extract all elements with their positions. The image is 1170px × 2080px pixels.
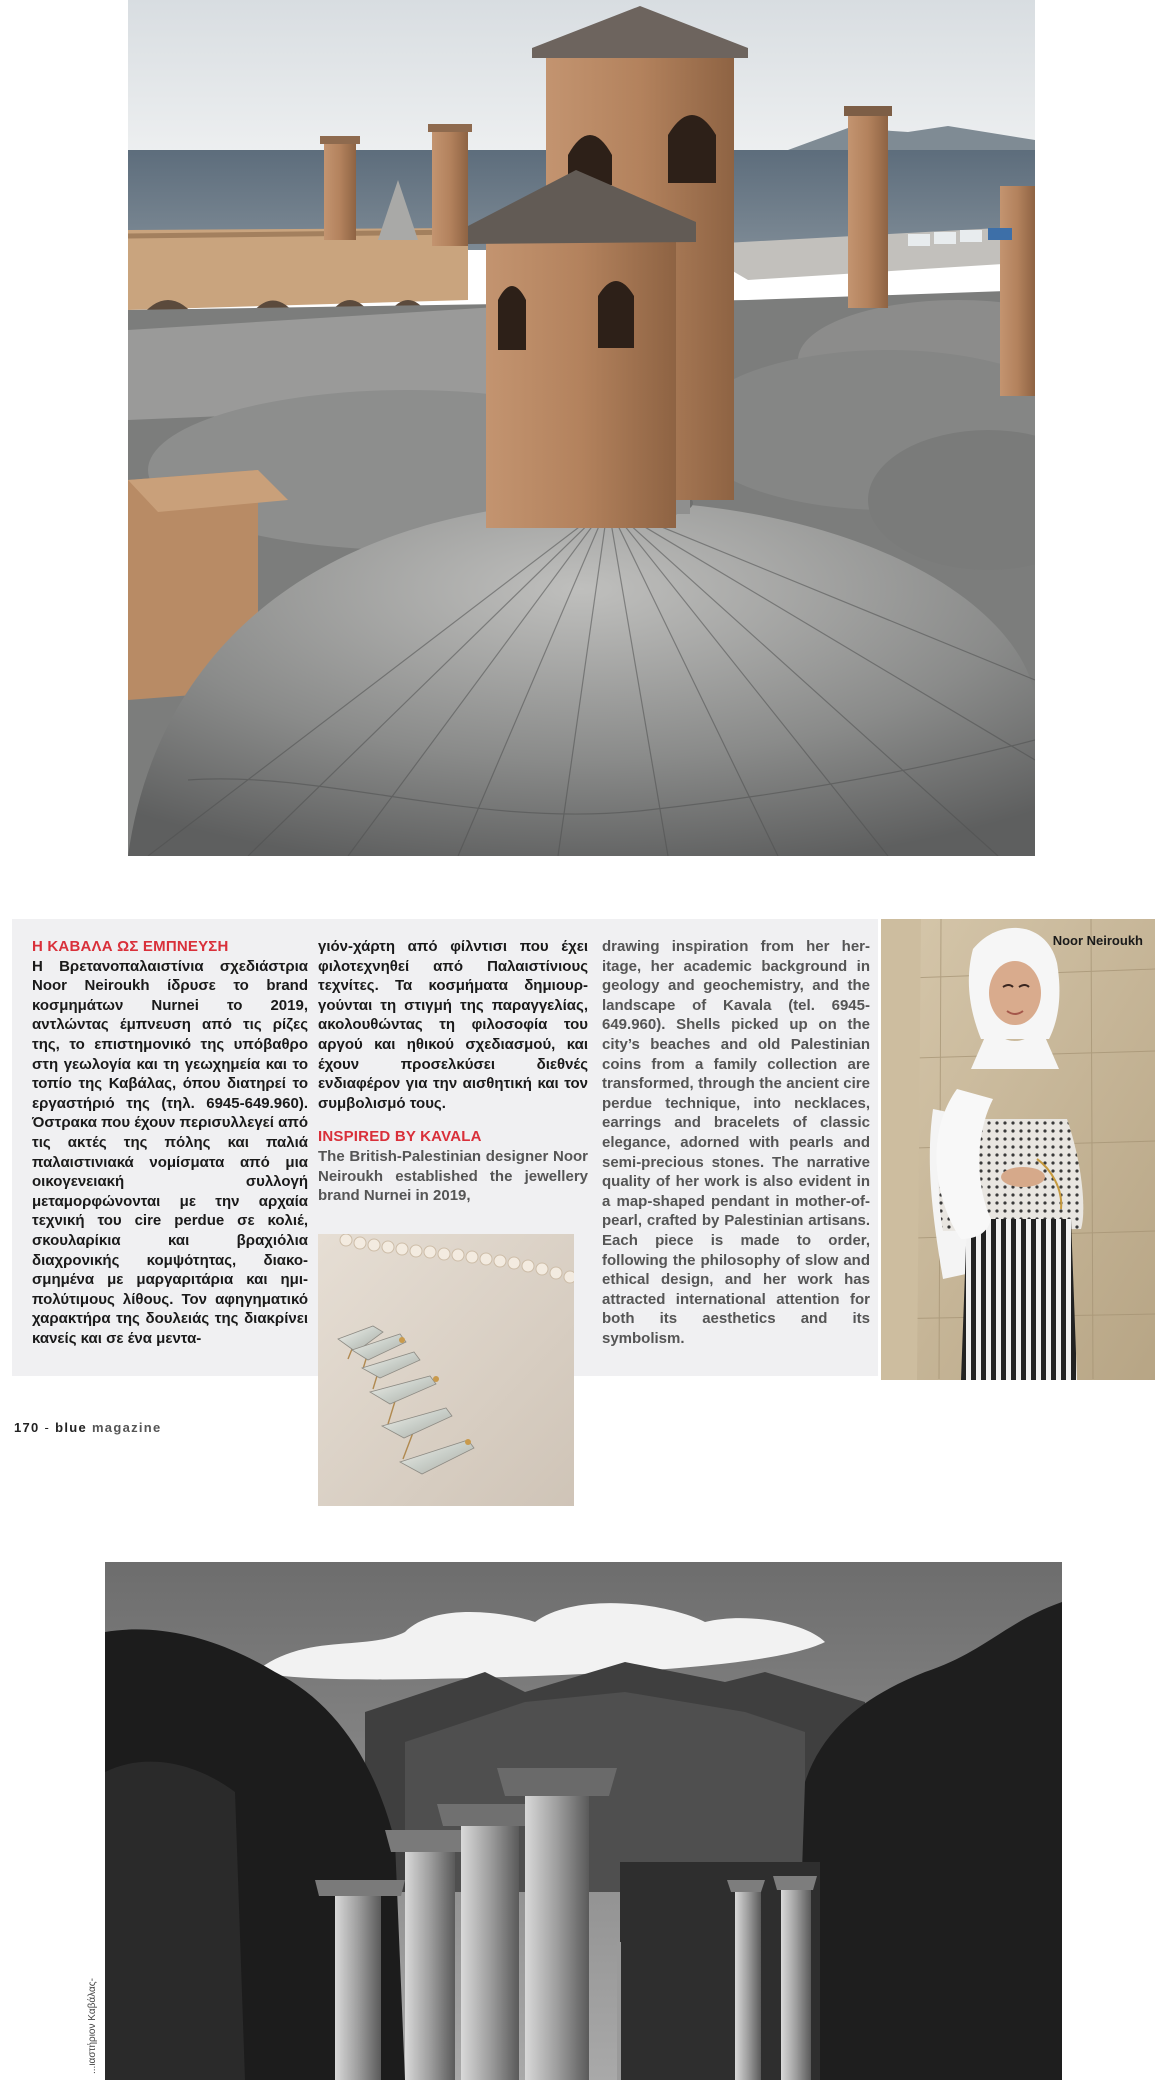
jewellery-illustration xyxy=(318,1234,574,1506)
greek-column-left xyxy=(32,937,308,1348)
english-section-heading: INSPIRED BY KAVALA xyxy=(318,1128,482,1146)
portrait-caption: Noor Neiroukh xyxy=(1052,933,1143,948)
page-number: 170 xyxy=(14,1420,40,1435)
folio-separator: - xyxy=(44,1420,51,1435)
rooftop-domes-illustration xyxy=(128,0,1035,856)
rooftop-domes-photo xyxy=(128,0,1035,856)
ancient-columns-photo xyxy=(105,1562,1062,2080)
greek-section-heading: Η ΚΑΒΑΛΑ ΩΣ ΕΜΠΝΕΥΣΗ xyxy=(32,938,229,955)
columns-illustration xyxy=(105,1562,1062,2080)
designer-portrait-photo xyxy=(881,919,1155,1380)
greek-body-text-part1: Η Βρετανοπαλαιστίνια σχεδιάστρια Noor Neiroukh ίδρυσε το brand κοσμημάτων Nurnei το 2019, αντλώντας έμπνευση από τις ρίζες της, το επιστημονικό της υπόβαθρο στη γεωλογία και τη γεωχημεία και το τοπίο της Καβάλας, όπου διατηρεί το εργαστήριό της (τηλ. 6945-649.960). Όστρακα που έχουν περισυλλεγεί από τις ακτές της πόλης και παλιά παλαιστινιακά νομίσματα από μια οικογενειακή συλλογή μεταμορφώνονται με την αρχαία τεχνική του cire perdue σε κολιέ, σκουλαρίκια και βραχιόλια διαχρονικής κομψότητας, διακοσμημένα με μαργαριτάρια και ημιπολύτιμους λίθους. Τον αφηγηματικό χαρακτήρα της δουλειάς της διακρίνει κανείς και σε ένα μεντα- xyxy=(32,957,308,1347)
middle-column xyxy=(318,937,588,1206)
portrait-illustration xyxy=(881,919,1155,1380)
english-column-right xyxy=(602,937,870,1348)
greek-body-text-part2: γιόν-χάρτη από φίλντισι που έχει φιλοτεχνηθεί από Παλαιστίνιους τεχνίτες. Τα κοσμήματα δημιουργούνται τη στιγμή της παραγγελίας, ακολουθώντας τη φιλοσοφία του αργού και ηθικού σχεδιασμού, και έχουν προσελκύσει διεθνές ενδιαφέρον για την αισθητική και τον συμβολισμό τους. xyxy=(318,938,588,1112)
mother-of-pearl-jewellery-photo xyxy=(318,1234,574,1506)
magazine-name: magazine xyxy=(91,1420,162,1435)
magazine-name-bold: blue xyxy=(55,1420,88,1435)
page-folio xyxy=(14,1420,162,1435)
english-body-text-part2: drawing inspiration from her heritage, her academic background in geology and geochemistry, and the landscape of Kavala (tel. 6945-649.960). Shells picked up on the city’s beaches and old Palestinian coins from a family collection are transformed, through the ancient cire perdue technique, into necklaces, earrings and bracelets of classic elegance, adorned with pearls and semi-precious stones. The narrative quality of her work is also evident in a map-shaped pendant in mother-of-pearl, crafted by Palestinian artisans. Each piece is made to order, following the philosophy of slow and ethical design, and her work has attracted international attention for both its aesthetics and its symbolism. xyxy=(602,938,870,1347)
english-body-text-part1: The British-Palestinian designer Noor Neiroukh established the jewellery brand Nurnei in 2019, xyxy=(318,1147,588,1205)
photo-credit: ...ιαστήριον Καβάλας- xyxy=(87,1978,98,2074)
